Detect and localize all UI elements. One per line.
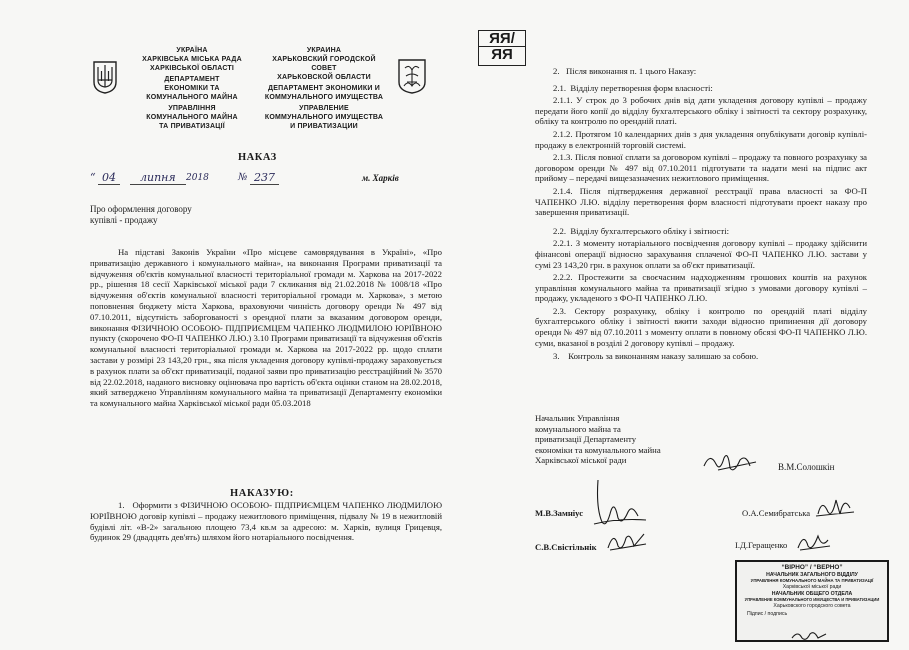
order-heading: НАКАЗУЮ: — [230, 488, 294, 499]
stamp-line: Харьковского городского совета — [773, 603, 851, 610]
item-text: Контроль за виконанням наказу залишаю за собою. — [568, 351, 759, 362]
order-item-1 — [90, 500, 442, 543]
header-left-line: ЕКОНОМІКИ ТА — [164, 85, 220, 92]
item-number: 2.2. — [553, 225, 567, 236]
item-number: 2.1. — [553, 82, 567, 93]
item-number: 2.3. — [553, 305, 567, 316]
stamp-line: УПРАВЛІННЯ КОМУНАЛЬНОГО МАЙНА ТА ПРИВАТИЗАЦІЇ — [750, 578, 874, 584]
item-text: Оформити з ФІЗИЧНОЮ ОСОБОЮ- ПІДПРИЄМЦЕМ ЧАПЕНКО ЛЮДМИЛОЮ ЮРІЇВНОЮ договір купівлі – продажу нежитлового приміщення, підвалу № 19 в нежитловій будівлі літ. «В-2» загальною площею 73,4 кв.м за адресою: м. Харків, вулиця Грицевця, будинок 29 (двадцять дев'ять) шляхом його нотаріального посвідчення. — [90, 500, 443, 543]
approver-name: І.Д.Геращенко — [735, 540, 788, 550]
corner-stamp-line: ЯЯ — [479, 46, 525, 62]
stamp-line: Харківської міської ради — [782, 584, 842, 591]
order-item — [535, 129, 867, 150]
order-number: 237 — [250, 171, 279, 185]
header-left-line: УКРАЇНА — [176, 47, 208, 54]
chief-title-line: Начальник Управління — [535, 413, 620, 423]
header-left-line: УПРАВЛІННЯ — [168, 105, 216, 112]
approver-name: О.А.Семибратська — [742, 508, 811, 518]
item-text: Відділу перетворення форм власності: — [570, 82, 713, 93]
chief-name: В.М.Солошкін — [778, 462, 835, 472]
header-left-line: КОМУНАЛЬНОГО МАЙНА — [146, 114, 238, 121]
header-right-block — [254, 46, 394, 131]
order-item — [535, 83, 867, 94]
stamp-line: УПРАВЛЕНИЕ КОММУНАЛЬНОГО ИМУЩЕСТВА И ПРИВАТИЗАЦИИ — [744, 596, 880, 602]
page-title: НАКАЗ — [238, 152, 277, 163]
stamp-line: НАЧАЛЬНИК ОБЩЕГО ОТДЕЛА — [771, 590, 853, 597]
item-number: 2.2.2. — [553, 272, 573, 283]
item-text: Після повної сплати за договором купівлі – продажу та повного розрахунку за договором оренди № 497 від 07.10.2011 підготувати та надати мені на підпис акт прийому – передачі вищезазначених нежитлового приміщення. — [535, 152, 868, 184]
chief-title-line: приватизації Департаменту — [535, 434, 637, 445]
header-left-line: ХАРКІВСЬКА МІСЬКА РАДА — [142, 56, 242, 63]
header-right-line: КОММУНАЛЬНОГО ИМУЩЕСТВА — [264, 94, 384, 101]
header-right-line: И ПРИВАТИЗАЦИИ — [290, 123, 358, 130]
order-number-prefix: № — [238, 172, 248, 183]
header-right-line: ХАРЬКОВСКОЙ ОБЛАСТИ — [277, 74, 371, 81]
chief-title-line: комунального майна та — [535, 423, 621, 434]
city-coat-of-arms-icon — [397, 58, 427, 94]
chief-signature-icon — [700, 448, 760, 478]
header-right-line: УКРАИНА — [306, 47, 342, 54]
chief-title-block — [535, 413, 661, 466]
corner-stamp-line: ЯЯ/ — [489, 30, 515, 47]
approver-name: М.В.Замніус — [535, 508, 584, 518]
header-left-line: ТА ПРИВАТИЗАЦІЇ — [159, 123, 225, 130]
item-text: Простежити за своєчасним надходженням грошових коштів на рахунок управління комунального майна та приватизації згідно з умовами договору купівлі – продажу, укладеного з ФО-П ЧАПЕНКО Л.Ю. — [535, 272, 868, 304]
item-text: З моменту нотаріального посвідчення договору купівлі – продажу здійснити фінансові операції відносно зарахування сплаченої ФО-П ЧАПЕНКО Л.Ю. застави у сумі 23 143,20 грн. в рахунок оплати за об'єкт приватизації. — [535, 238, 867, 270]
order-item — [535, 226, 867, 237]
header-right-line: ДЕПАРТАМЕНТ ЭКОНОМИКИ И — [268, 85, 380, 92]
header-right-line: УПРАВЛЕНИЕ — [299, 105, 349, 112]
stamp-line: НАЧАЛЬНИК ЗАГАЛЬНОГО ВІДДІЛУ — [766, 572, 858, 578]
header-right-line: КОММУНАЛЬНОГО ИМУЩЕСТВА — [264, 114, 384, 121]
registration-corner-stamp — [478, 30, 526, 66]
order-item — [535, 95, 867, 127]
item-number: 2.1.1. — [553, 95, 573, 106]
approver-name: С.В.Свістільнік — [535, 542, 597, 552]
approver-signature-icon — [814, 492, 858, 520]
subject-line: Про оформлення договору — [90, 204, 192, 214]
chief-title-line: Харківської міської ради — [535, 455, 627, 466]
order-item — [535, 351, 867, 362]
item-number: 1. — [118, 500, 125, 510]
stamp-line: “ВІРНО” / “ВЕРНО” — [781, 564, 843, 571]
item-text: Сектору розрахунку, обліку і контролю по орендній платі відділу бухгалтерського обліку і звітності вжити заходи відносно припинення дії договору оренди № 497 від 07.10.2011 з моменту оплати в повному обсязі ФО-П ЧАПЕНКО Л.Ю. суми, вказаної в розділі 2 договору купівлі – продажу. — [535, 305, 867, 348]
order-item — [535, 306, 867, 348]
order-item — [535, 66, 867, 77]
subject-line: купівлі - продажу — [90, 215, 158, 226]
item-number: 3. — [553, 351, 560, 362]
order-item — [535, 272, 867, 304]
item-number: 2.2.1. — [553, 238, 573, 249]
header-left-line: ДЕПАРТАМЕНТ — [164, 76, 220, 83]
right-column-items — [535, 66, 867, 362]
item-text: Протягом 10 календарних днів з дня укладення опублікувати договір купівлі-продажу в електронній торговій системі. — [535, 128, 867, 150]
trident-emblem-icon — [92, 60, 118, 94]
approver-signature-icon — [794, 528, 834, 554]
header-right-line: СОВЕТ — [311, 65, 337, 72]
approver-signature-icon — [604, 528, 648, 554]
header-left-line: ХАРКІВСЬКОЇ ОБЛАСТІ — [149, 65, 235, 72]
item-number: 2.1.2. — [553, 128, 573, 139]
order-subject — [90, 204, 192, 227]
city-name: м. Харків — [362, 173, 399, 183]
date-open-quote: “ — [90, 171, 96, 184]
order-item — [535, 186, 867, 218]
item-number: 2.1.4. — [553, 185, 573, 196]
item-number: 2. — [553, 66, 560, 76]
item-text: У строк до 3 робочих днів від дати укладення договору купівлі – продажу передати його копії до відділу бухгалтерського обліку і звітності та сектору розрахунку, обліку та контролю по орендній платі. — [535, 95, 868, 127]
header-right-line: ХАРЬКОВСКИЙ ГОРОДСКОЙ — [272, 56, 376, 63]
preamble-paragraph: На підставі Законів України «Про місцеве самоврядування в Україні», «Про приватизацію державного і комунального майна», на виконання Програми приватизації та відчуження об'єктів комунальної власності територіальної громади м. Харкова на 2017-2022 рр., рішення 18 сесії Харківської міської ради 7 скликання від 21.02.2018 № 1008/18 «Про відчуження об'єктів комунальної власності територіальної громади м. Харкова», з метою поповнення бюджету міста Харкова, враховуючи чинність договору оренди № 497 від 07.10.2011, відсутність заборгованості з орендної плати за вказаним договором оренди, виконання ФІЗИЧНОЮ ОСОБОЮ- ПІДПРИЄМЦЕМ ЧАПЕНКО ЛЮДМИЛОЮ ЮРІЇВНОЮ пункту (скорочено ФО-П ЧАПЕНКО Л.Ю.) 3.10 Програми приватизації та відчуження об'єктів комунальної власності територіальної громади м. Харкова на 2017-2022 рр. щодо сплати застави у розмірі 23 143,20 грн., яка після укладення договору купівлі-продажу зараховується в рахунок плати за об'єкт приватизації, поданої заяви про приватизацію реєстраційний № 3570 від 22.02.2018, наданого висновку оцінювача про вартість об'єкта оцінки станом на 28.02.2018, який затверджено Управлінням комунального майна та приватизації Департаменту економіки та комунального майна Харківської міської ради 05.03.2018 — [90, 247, 442, 409]
stamp-signature-icon — [790, 628, 830, 642]
stamp-line: Підпис / подпись — [747, 611, 788, 618]
chief-title-line: економіки та комунального майна — [535, 444, 661, 455]
item-text: Після підтвердження державної реєстрації права власності за ФО-П ЧАПЕНКО Л.Ю. відділу перетворення форм власності підготувати проект наказу про завершення приватизації. — [535, 185, 867, 218]
item-text: Відділу бухгалтерського обліку і звітності: — [570, 225, 730, 236]
header-left-line: КОМУНАЛЬНОГО МАЙНА — [146, 94, 238, 101]
date-month: липня — [130, 171, 186, 185]
date-line — [90, 171, 406, 187]
date-year: 2018 — [186, 173, 209, 183]
order-item — [535, 152, 867, 184]
item-number: 2.1.3. — [553, 152, 573, 163]
order-item — [535, 238, 867, 270]
date-day: 04 — [98, 171, 120, 185]
approver-signature-icon — [588, 478, 648, 530]
item-text: Після виконання п. 1 цього Наказу: — [566, 66, 697, 76]
header-left-block — [128, 46, 256, 131]
